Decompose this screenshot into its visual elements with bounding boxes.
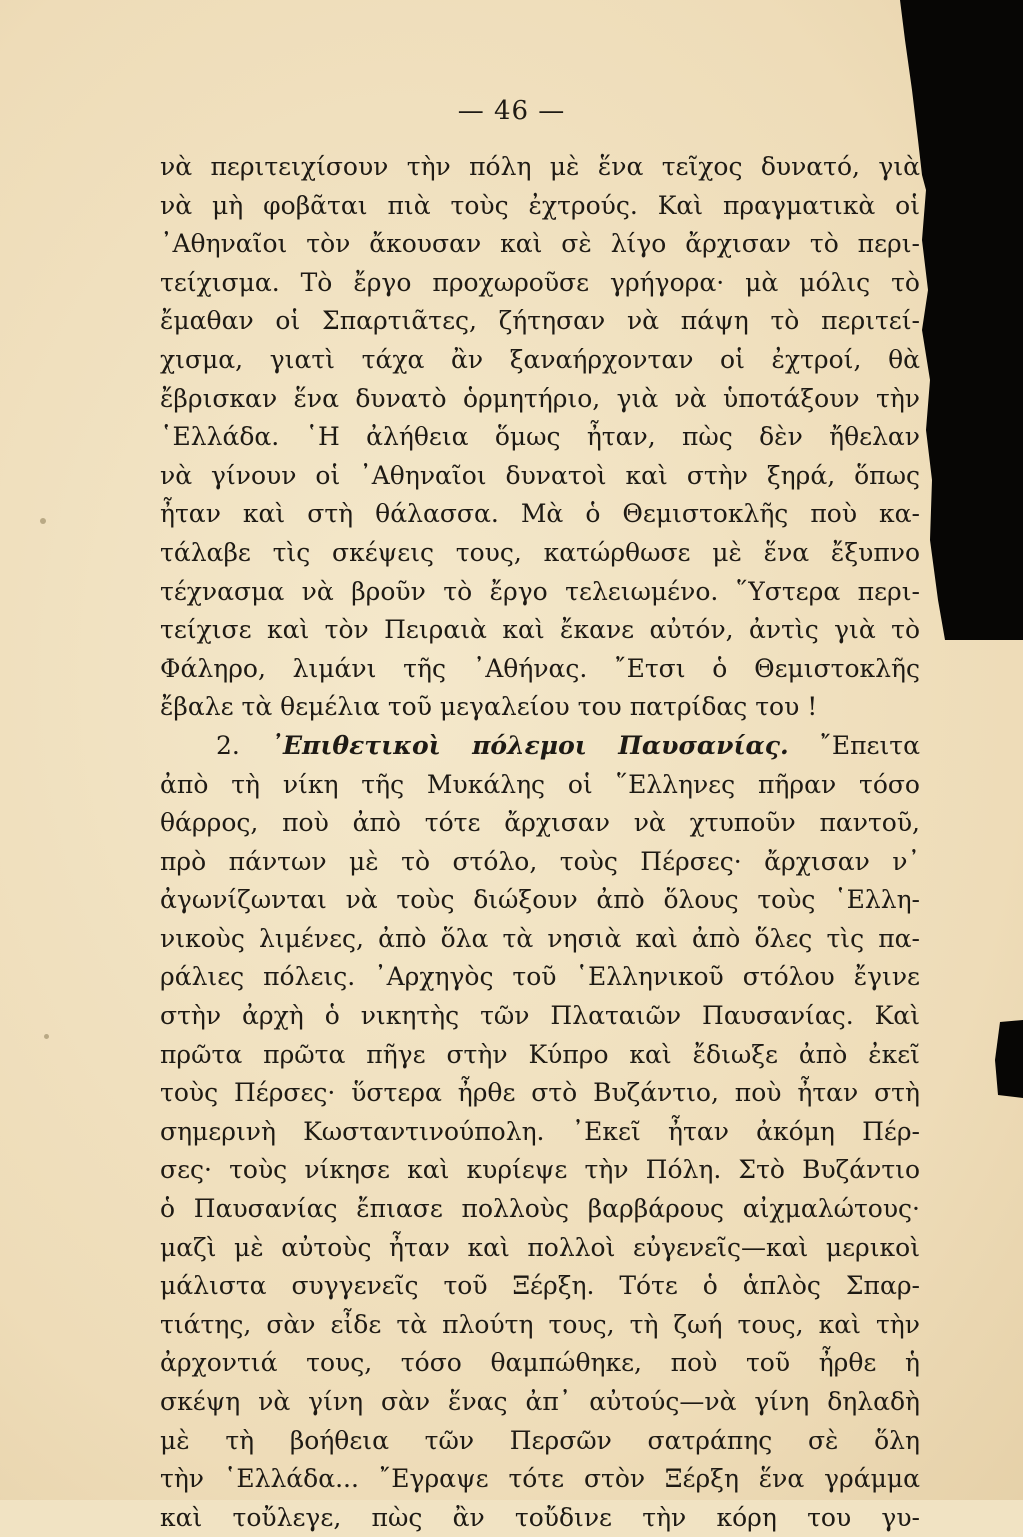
text-line: θάρρος, ποὺ ἀπὸ τότε ἄρχισαν νὰ χτυποῦν παντοῦ, bbox=[160, 808, 920, 838]
text-line: τάλαβε τὶς σκέψεις τους, κατώρθωσε μὲ ἕνα ἔξυπνο bbox=[160, 537, 920, 567]
text-line: ᾿Αθηναῖοι τὸν ἄκουσαν καὶ σὲ λίγο ἄρχισαν τὸ περι- bbox=[160, 229, 920, 259]
text-line: ἀγωνίζωνται νὰ τοὺς διώξουν ἀπὸ ὅλους τοὺς ῾Ελλη- bbox=[160, 885, 920, 915]
text-line: σες· τοὺς νίκησε καὶ κυρίεψε τὴν Πόλη. Στὸ Βυζάντιο bbox=[160, 1155, 920, 1185]
text-line: ἀρχοντιά τους, τόσο θαμπώθηκε, ποὺ τοῦ ἦρθε ἡ bbox=[160, 1348, 920, 1378]
text-line: νικοὺς λιμένες, ἀπὸ ὅλα τὰ νησιὰ καὶ ἀπὸ ὅλες τὶς πα- bbox=[160, 923, 920, 953]
text-line: μὲ τὴ βοήθεια τῶν Περσῶν σατράπης σὲ ὅλη bbox=[160, 1425, 920, 1455]
text-line: ἔβαλε τὰ θεμέλια τοῦ μεγαλείου του πατρίδας του ! bbox=[160, 692, 818, 722]
text-line: τοὺς Πέρσες· ὕστερα ἦρθε στὸ Βυζάντιο, ποὺ ἦταν στὴ bbox=[160, 1078, 920, 1108]
text-line: μαζὶ μὲ αὐτοὺς ἦταν καὶ πολλοὶ εὐγενεῖς—καὶ μερικοὶ bbox=[160, 1232, 920, 1262]
text-line: πρῶτα πρῶτα πῆγε στὴν Κύπρο καὶ ἔδιωξε ἀπὸ ἐκεῖ bbox=[160, 1039, 920, 1069]
section-first-line-rest: ῎Επειτα bbox=[819, 730, 920, 760]
torn-edge-lower bbox=[995, 1020, 1023, 1098]
text-line: ράλιες πόλεις. ᾿Αρχηγὸς τοῦ ῾Ελληνικοῦ στόλου ἔγινε bbox=[160, 962, 920, 992]
paper-speck bbox=[40, 518, 46, 524]
text-line: ὁ Παυσανίας ἔπιασε πολλοὺς βαρβάρους αἰχμαλώτους· bbox=[160, 1194, 920, 1224]
paper-speck bbox=[44, 1034, 49, 1039]
text-line: τείχισμα. Τὸ ἔργο προχωροῦσε γρήγορα· μὰ μόλις τὸ bbox=[160, 267, 920, 297]
text-line: ῾Ελλάδα. ῾Η ἀλήθεια ὅμως ἦταν, πὼς δὲν ἤθελαν bbox=[160, 422, 920, 452]
text-line: τέχνασμα νὰ βροῦν τὸ ἔργο τελειωμένο. ῞Υστερα περι- bbox=[160, 576, 920, 606]
text-line: καὶ τοὔλεγε, πὼς ἂν τοὔδινε τὴν κόρη του γυ- bbox=[160, 1502, 920, 1532]
text-line: τείχισε καὶ τὸν Πειραιὰ καὶ ἔκανε αὐτόν, ἀντὶς γιὰ τὸ bbox=[160, 615, 920, 645]
text-line: σημερινὴ Κωσταντινούπολη. ᾿Εκεῖ ἦταν ἀκόμη Πέρ- bbox=[160, 1116, 920, 1146]
text-line: στὴν ἀρχὴ ὁ νικητὴς τῶν Πλαταιῶν Παυσανίας. Καὶ bbox=[160, 1001, 920, 1031]
text-line: χισμα, γιατὶ τάχα ἂν ξαναήρχονταν οἱ ἐχτροί, θὰ bbox=[160, 344, 920, 374]
section-heading: ᾿Επιθετικοὶ πόλεμοι Παυσανίας. bbox=[270, 730, 789, 760]
section-number: 2. bbox=[216, 730, 240, 760]
text-line: νὰ περιτειχίσουν τὴν πόλη μὲ ἕνα τεῖχος δυνατό, γιὰ bbox=[160, 152, 920, 181]
text-line: νὰ μὴ φοβᾶται πιὰ τοὺς ἐχτρούς. Καὶ πραγματικὰ οἱ bbox=[160, 190, 920, 220]
text-line: ἀπὸ τὴ νίκη τῆς Μυκάλης οἱ ῞Ελληνες πῆραν τόσο bbox=[160, 769, 920, 799]
text-line: νὰ γίνουν οἱ ᾿Αθηναῖοι δυνατοὶ καὶ στὴν ξηρά, ὅπως bbox=[160, 460, 920, 490]
page-number: — 46 — bbox=[457, 96, 566, 126]
text-line: Φάληρο, λιμάνι τῆς ᾿Αθήνας. ῎Ετσι ὁ Θεμιστοκλῆς bbox=[160, 653, 920, 683]
text-line: σκέψη νὰ γίνη σὰν ἕνας ἀπ᾿ αὐτούς—νὰ γίνη δηλαδὴ bbox=[160, 1387, 920, 1416]
torn-edge-upper bbox=[900, 0, 1023, 640]
text-line: μάλιστα συγγενεῖς τοῦ Ξέρξη. Τότε ὁ ἁπλὸς Σπαρ- bbox=[160, 1271, 920, 1301]
text-line: ἔμαθαν οἱ Σπαρτιᾶτες, ζήτησαν νὰ πάψη τὸ περιτεί- bbox=[160, 306, 920, 336]
text-line: ἔβρισκαν ἕνα δυνατὸ ὁρμητήριο, γιὰ νὰ ὑποτάξουν τὴν bbox=[160, 383, 920, 413]
text-line: τιάτης, σὰν εἶδε τὰ πλούτη τους, τὴ ζωή τους, καὶ τὴν bbox=[160, 1309, 920, 1339]
text-line: ἦταν καὶ στὴ θάλασσα. Μὰ ὁ Θεμιστοκλῆς ποὺ κα- bbox=[160, 499, 920, 529]
text-line: πρὸ πάντων μὲ τὸ στόλο, τοὺς Πέρσες· ἄρχισαν ν᾿ bbox=[160, 846, 920, 876]
text-line: τὴν ῾Ελλάδα... ῎Εγραψε τότε στὸν Ξέρξη ἕνα γράμμα bbox=[160, 1464, 920, 1494]
